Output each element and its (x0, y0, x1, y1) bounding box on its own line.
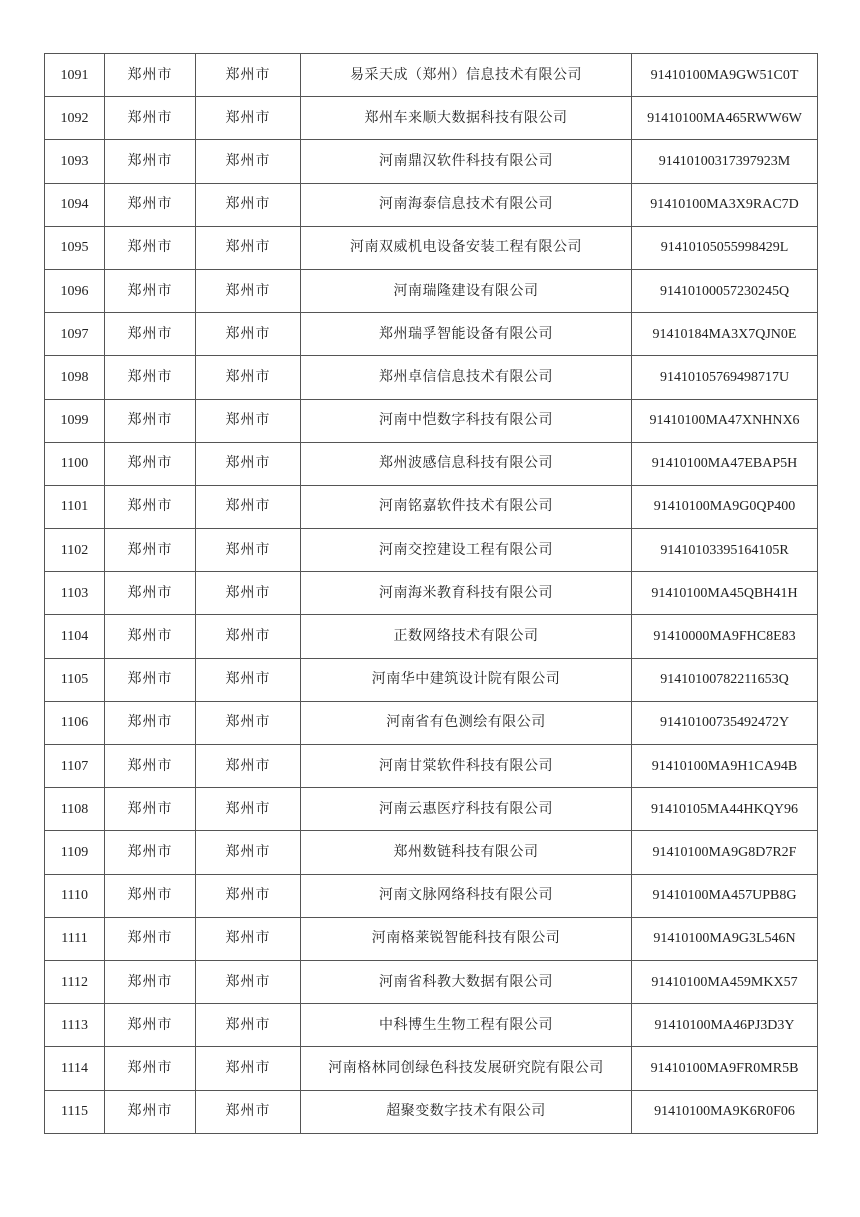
row-city: 郑州市 (105, 485, 196, 528)
row-district: 郑州市 (196, 183, 301, 226)
row-index: 1092 (45, 97, 105, 140)
table-row (45, 960, 818, 1003)
row-credit-code: 91410100735492472Y (632, 701, 818, 744)
row-district: 郑州市 (196, 745, 301, 788)
row-index: 1111 (45, 917, 105, 960)
row-credit-code: 91410103395164105R (632, 529, 818, 572)
row-district: 郑州市 (196, 917, 301, 960)
row-company-name: 河南甘棠软件科技有限公司 (301, 745, 632, 788)
row-company-name: 郑州瑞孚智能设备有限公司 (301, 313, 632, 356)
table-row (45, 97, 818, 140)
row-city: 郑州市 (105, 1047, 196, 1090)
row-city: 郑州市 (105, 745, 196, 788)
table-row (45, 658, 818, 701)
row-district: 郑州市 (196, 615, 301, 658)
row-index: 1102 (45, 529, 105, 572)
row-index: 1110 (45, 874, 105, 917)
row-district: 郑州市 (196, 658, 301, 701)
row-district: 郑州市 (196, 226, 301, 269)
row-credit-code: 91410184MA3X7QJN0E (632, 313, 818, 356)
row-credit-code: 91410100MA47EBAP5H (632, 442, 818, 485)
row-district: 郑州市 (196, 529, 301, 572)
row-credit-code: 91410100MA9H1CA94B (632, 745, 818, 788)
row-city: 郑州市 (105, 97, 196, 140)
row-company-name: 河南铭嘉软件技术有限公司 (301, 485, 632, 528)
row-credit-code: 91410000MA9FHC8E83 (632, 615, 818, 658)
row-company-name: 正数网络技术有限公司 (301, 615, 632, 658)
row-company-name: 郑州波感信息科技有限公司 (301, 442, 632, 485)
row-credit-code: 91410100MA459MKX57 (632, 960, 818, 1003)
row-city: 郑州市 (105, 615, 196, 658)
table-row (45, 745, 818, 788)
row-city: 郑州市 (105, 226, 196, 269)
table-row (45, 356, 818, 399)
row-district: 郑州市 (196, 356, 301, 399)
row-city: 郑州市 (105, 917, 196, 960)
row-city: 郑州市 (105, 529, 196, 572)
row-city: 郑州市 (105, 831, 196, 874)
row-index: 1115 (45, 1090, 105, 1133)
table-row (45, 54, 818, 97)
row-district: 郑州市 (196, 269, 301, 312)
row-index: 1097 (45, 313, 105, 356)
table-row (45, 399, 818, 442)
row-credit-code: 91410105769498717U (632, 356, 818, 399)
table-row (45, 874, 818, 917)
row-district: 郑州市 (196, 788, 301, 831)
row-index: 1093 (45, 140, 105, 183)
row-district: 郑州市 (196, 485, 301, 528)
row-index: 1113 (45, 1004, 105, 1047)
row-city: 郑州市 (105, 701, 196, 744)
row-company-name: 河南云惠医疗科技有限公司 (301, 788, 632, 831)
row-city: 郑州市 (105, 442, 196, 485)
table-row (45, 788, 818, 831)
row-index: 1095 (45, 226, 105, 269)
row-index: 1100 (45, 442, 105, 485)
row-city: 郑州市 (105, 54, 196, 97)
table-row (45, 442, 818, 485)
row-city: 郑州市 (105, 399, 196, 442)
row-company-name: 河南格莱锐智能科技有限公司 (301, 917, 632, 960)
row-company-name: 河南文脉网络科技有限公司 (301, 874, 632, 917)
row-company-name: 河南海泰信息技术有限公司 (301, 183, 632, 226)
row-district: 郑州市 (196, 1004, 301, 1047)
row-credit-code: 91410100MA47XNHNX6 (632, 399, 818, 442)
row-credit-code: 91410100MA9G8D7R2F (632, 831, 818, 874)
row-credit-code: 91410100317397923M (632, 140, 818, 183)
row-company-name: 河南格林同创绿色科技发展研究院有限公司 (301, 1047, 632, 1090)
row-district: 郑州市 (196, 874, 301, 917)
row-city: 郑州市 (105, 1004, 196, 1047)
row-district: 郑州市 (196, 97, 301, 140)
row-company-name: 河南省有色测绘有限公司 (301, 701, 632, 744)
row-credit-code: 91410100MA46PJ3D3Y (632, 1004, 818, 1047)
row-credit-code: 91410100MA457UPB8G (632, 874, 818, 917)
row-city: 郑州市 (105, 269, 196, 312)
row-credit-code: 91410100MA9G3L546N (632, 917, 818, 960)
row-credit-code: 91410100MA9FR0MR5B (632, 1047, 818, 1090)
table-row (45, 485, 818, 528)
table-row (45, 917, 818, 960)
table-row (45, 269, 818, 312)
row-district: 郑州市 (196, 960, 301, 1003)
row-district: 郑州市 (196, 54, 301, 97)
table-row (45, 831, 818, 874)
table-row (45, 529, 818, 572)
row-district: 郑州市 (196, 140, 301, 183)
row-district: 郑州市 (196, 831, 301, 874)
row-company-name: 河南双威机电设备安装工程有限公司 (301, 226, 632, 269)
table-row (45, 313, 818, 356)
row-credit-code: 91410100MA3X9RAC7D (632, 183, 818, 226)
row-city: 郑州市 (105, 1090, 196, 1133)
row-index: 1099 (45, 399, 105, 442)
row-index: 1108 (45, 788, 105, 831)
row-city: 郑州市 (105, 874, 196, 917)
row-index: 1105 (45, 658, 105, 701)
row-credit-code: 91410100MA9GW51C0T (632, 54, 818, 97)
row-company-name: 易采天成（郑州）信息技术有限公司 (301, 54, 632, 97)
row-company-name: 河南交控建设工程有限公司 (301, 529, 632, 572)
table-row (45, 1090, 818, 1133)
row-index: 1107 (45, 745, 105, 788)
row-credit-code: 91410100MA45QBH41H (632, 572, 818, 615)
row-city: 郑州市 (105, 356, 196, 399)
row-district: 郑州市 (196, 399, 301, 442)
row-credit-code: 91410100MA9K6R0F06 (632, 1090, 818, 1133)
table-row (45, 1047, 818, 1090)
row-index: 1109 (45, 831, 105, 874)
row-company-name: 河南华中建筑设计院有限公司 (301, 658, 632, 701)
row-city: 郑州市 (105, 658, 196, 701)
row-company-name: 郑州车来顺大数据科技有限公司 (301, 97, 632, 140)
row-company-name: 超聚变数字技术有限公司 (301, 1090, 632, 1133)
row-index: 1096 (45, 269, 105, 312)
row-city: 郑州市 (105, 788, 196, 831)
row-city: 郑州市 (105, 183, 196, 226)
row-district: 郑州市 (196, 313, 301, 356)
row-district: 郑州市 (196, 701, 301, 744)
row-index: 1094 (45, 183, 105, 226)
row-index: 1114 (45, 1047, 105, 1090)
row-index: 1098 (45, 356, 105, 399)
row-company-name: 河南海米教育科技有限公司 (301, 572, 632, 615)
row-index: 1104 (45, 615, 105, 658)
row-company-name: 河南中恺数字科技有限公司 (301, 399, 632, 442)
row-index: 1106 (45, 701, 105, 744)
table-body (45, 54, 818, 1134)
table-row (45, 183, 818, 226)
row-credit-code: 91410100MA465RWW6W (632, 97, 818, 140)
table-row (45, 1004, 818, 1047)
company-list-table (44, 53, 818, 1134)
row-index: 1101 (45, 485, 105, 528)
row-credit-code: 91410100057230245Q (632, 269, 818, 312)
table-row (45, 615, 818, 658)
table-row (45, 226, 818, 269)
row-district: 郑州市 (196, 572, 301, 615)
row-company-name: 郑州卓信信息技术有限公司 (301, 356, 632, 399)
row-credit-code: 91410100782211653Q (632, 658, 818, 701)
row-district: 郑州市 (196, 442, 301, 485)
table-row (45, 701, 818, 744)
table-row (45, 140, 818, 183)
row-company-name: 河南瑞隆建设有限公司 (301, 269, 632, 312)
row-credit-code: 91410105055998429L (632, 226, 818, 269)
table-row (45, 572, 818, 615)
row-city: 郑州市 (105, 960, 196, 1003)
row-index: 1112 (45, 960, 105, 1003)
row-credit-code: 91410105MA44HKQY96 (632, 788, 818, 831)
row-company-name: 河南鼎汉软件科技有限公司 (301, 140, 632, 183)
row-district: 郑州市 (196, 1047, 301, 1090)
row-city: 郑州市 (105, 140, 196, 183)
row-index: 1103 (45, 572, 105, 615)
row-company-name: 河南省科教大数据有限公司 (301, 960, 632, 1003)
row-index: 1091 (45, 54, 105, 97)
row-credit-code: 91410100MA9G0QP400 (632, 485, 818, 528)
row-company-name: 中科博生生物工程有限公司 (301, 1004, 632, 1047)
row-company-name: 郑州数链科技有限公司 (301, 831, 632, 874)
row-city: 郑州市 (105, 572, 196, 615)
row-district: 郑州市 (196, 1090, 301, 1133)
row-city: 郑州市 (105, 313, 196, 356)
